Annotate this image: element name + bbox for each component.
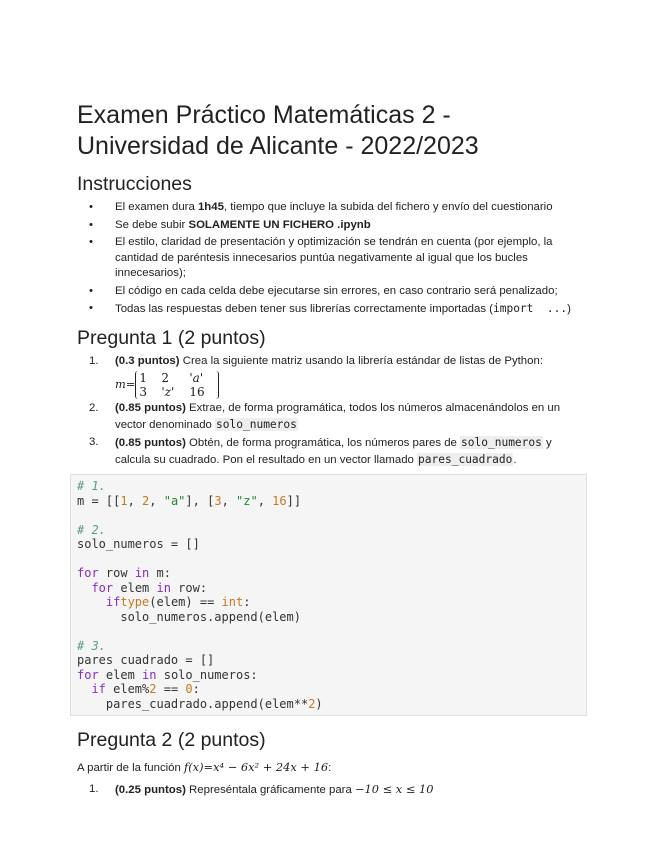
code-token: solo_numeros.append(elem) <box>77 609 301 624</box>
code-token: for <box>77 667 99 682</box>
code-token: int <box>221 595 244 609</box>
code-token: solo_numeros = [] <box>77 537 200 551</box>
code-line <box>77 566 580 581</box>
code-token <box>77 581 91 595</box>
code-token: , <box>127 493 143 508</box>
code-line <box>77 653 580 668</box>
code-token: ], [ <box>185 493 215 508</box>
code-token: "z" <box>236 493 258 508</box>
code-token: # 2. <box>77 522 106 537</box>
code-token: if <box>105 595 121 609</box>
function-formula: f(x)=x⁴ − 6x² + 24x + 16 <box>184 760 329 774</box>
code-token: in <box>156 580 171 595</box>
pregunta2-list <box>77 782 582 799</box>
instrucciones-heading: Instrucciones <box>77 173 192 195</box>
list-item: • El estilo, claridad de presentación y optimización se tendrán en cuenta (por ejemplo, la cantidad de paréntesis innecesarios puntúa negativamente al igual que los bucles innecesarios); <box>89 236 553 279</box>
code-line <box>77 537 580 552</box>
code-line <box>77 697 580 712</box>
inline-code: pares_cuadrado <box>418 452 513 466</box>
code-token: == <box>156 682 186 696</box>
list-item: 1. (0.3 puntos) Crea la siguiente matriz usando la librería estándar de listas de Python: m= 1 2 'a' 3 'z' 16 <box>77 354 582 400</box>
list-item: • Se debe subir SOLAMENTE UN FICHERO .ipynb <box>89 218 371 231</box>
code-token: row: <box>170 580 208 595</box>
notebook-page <box>77 100 582 805</box>
code-editor[interactable] <box>77 479 580 711</box>
code-token: pares_cuadrado.append(elem** <box>77 696 309 711</box>
code-token: m = [[ <box>77 493 121 508</box>
code-line <box>77 595 580 610</box>
pregunta2-section <box>77 728 582 799</box>
code-token: , <box>257 493 273 508</box>
matrix: 1 2 'a' 3 'z' 16 <box>135 371 219 399</box>
code-token: # 1. <box>77 479 106 493</box>
code-token: 2 <box>149 682 157 696</box>
list-item: 3. (0.85 puntos) Obtén, de forma programática, los números pares de solo_numeros y calcula su cuadrado. Pon el resultado en un vector llamado pares_cuadrado. <box>89 436 552 466</box>
code-cell[interactable] <box>70 474 587 716</box>
code-line <box>77 494 580 509</box>
code-token <box>77 595 106 609</box>
code-token: row <box>98 566 135 580</box>
code-token: type <box>120 595 150 609</box>
code-line <box>77 581 580 596</box>
inline-code: solo_numeros <box>216 417 297 431</box>
code-token: 1 <box>120 493 128 508</box>
instrucciones-list <box>77 200 582 318</box>
list-item: • El examen dura 1h45, tiempo que incluye la subida del fichero y envío del cuestionario <box>89 201 553 213</box>
code-token: for <box>77 566 99 580</box>
list-item: • Todas las respuestas deben tener sus librerías correctamente importadas (import ...) <box>89 302 571 315</box>
code-token: , <box>221 493 237 508</box>
code-token: m: <box>149 566 171 580</box>
inline-code: solo_numeros <box>461 436 542 449</box>
code-line <box>77 668 580 683</box>
inline-code: import ... <box>492 302 568 315</box>
list-item: 1. (0.25 puntos) Represéntala gráficamente para −10 ≤ x ≤ 10 <box>89 782 434 796</box>
code-line <box>77 624 580 639</box>
code-line <box>77 552 580 567</box>
code-token: : <box>192 682 200 696</box>
code-token: in <box>134 566 150 580</box>
pregunta1-heading: Pregunta 1 (2 puntos) <box>77 326 266 349</box>
page-title: Examen Práctico Matemáticas 2 - Universidad de Alicante - 2022/2023 <box>77 101 479 160</box>
pregunta2-intro: A partir de la función f(x)=x⁴ − 6x² + 24x + 16: <box>77 760 332 774</box>
code-token: 0 <box>185 682 193 696</box>
code-token: for <box>91 580 114 595</box>
list-item: 2. (0.85 puntos) Extrae, de forma programática, todos los números almacenándolos en un vector denominado solo_numeros <box>89 402 561 431</box>
code-token: # 3. <box>77 638 106 653</box>
code-token: , <box>149 493 164 508</box>
code-token: pares cuadrado = [] <box>77 653 215 667</box>
code-token: "a" <box>163 493 186 508</box>
code-line <box>77 610 580 625</box>
code-token: 3 <box>214 493 222 508</box>
code-token <box>77 682 91 696</box>
code-token: (elem) == <box>149 595 222 609</box>
code-token: if <box>91 682 106 696</box>
code-line <box>77 479 580 494</box>
code-token: in <box>142 667 157 682</box>
code-line <box>77 682 580 697</box>
matrix-label: m= <box>115 377 136 392</box>
code-token: elem <box>98 667 143 682</box>
code-line <box>77 523 580 538</box>
code-token: : <box>243 595 251 609</box>
pregunta2-heading: Pregunta 2 (2 puntos) <box>77 729 266 751</box>
code-line <box>77 639 580 654</box>
code-token: elem <box>113 580 157 595</box>
code-token: ]] <box>286 493 302 508</box>
code-line <box>77 508 580 523</box>
code-token: 2 <box>142 493 150 508</box>
code-token: ) <box>315 696 323 711</box>
code-token: solo_numeros: <box>156 667 258 682</box>
code-token: 2 <box>308 696 316 711</box>
matrix-line <box>115 371 582 399</box>
range-formula: −10 ≤ x ≤ 10 <box>354 782 434 796</box>
pregunta1-list <box>77 354 582 469</box>
code-token: elem% <box>105 682 150 696</box>
code-token: 16 <box>272 493 287 508</box>
list-item: • El código en cada celda debe ejecutarse sin errores, en caso contrario será penalizado; <box>89 284 558 297</box>
